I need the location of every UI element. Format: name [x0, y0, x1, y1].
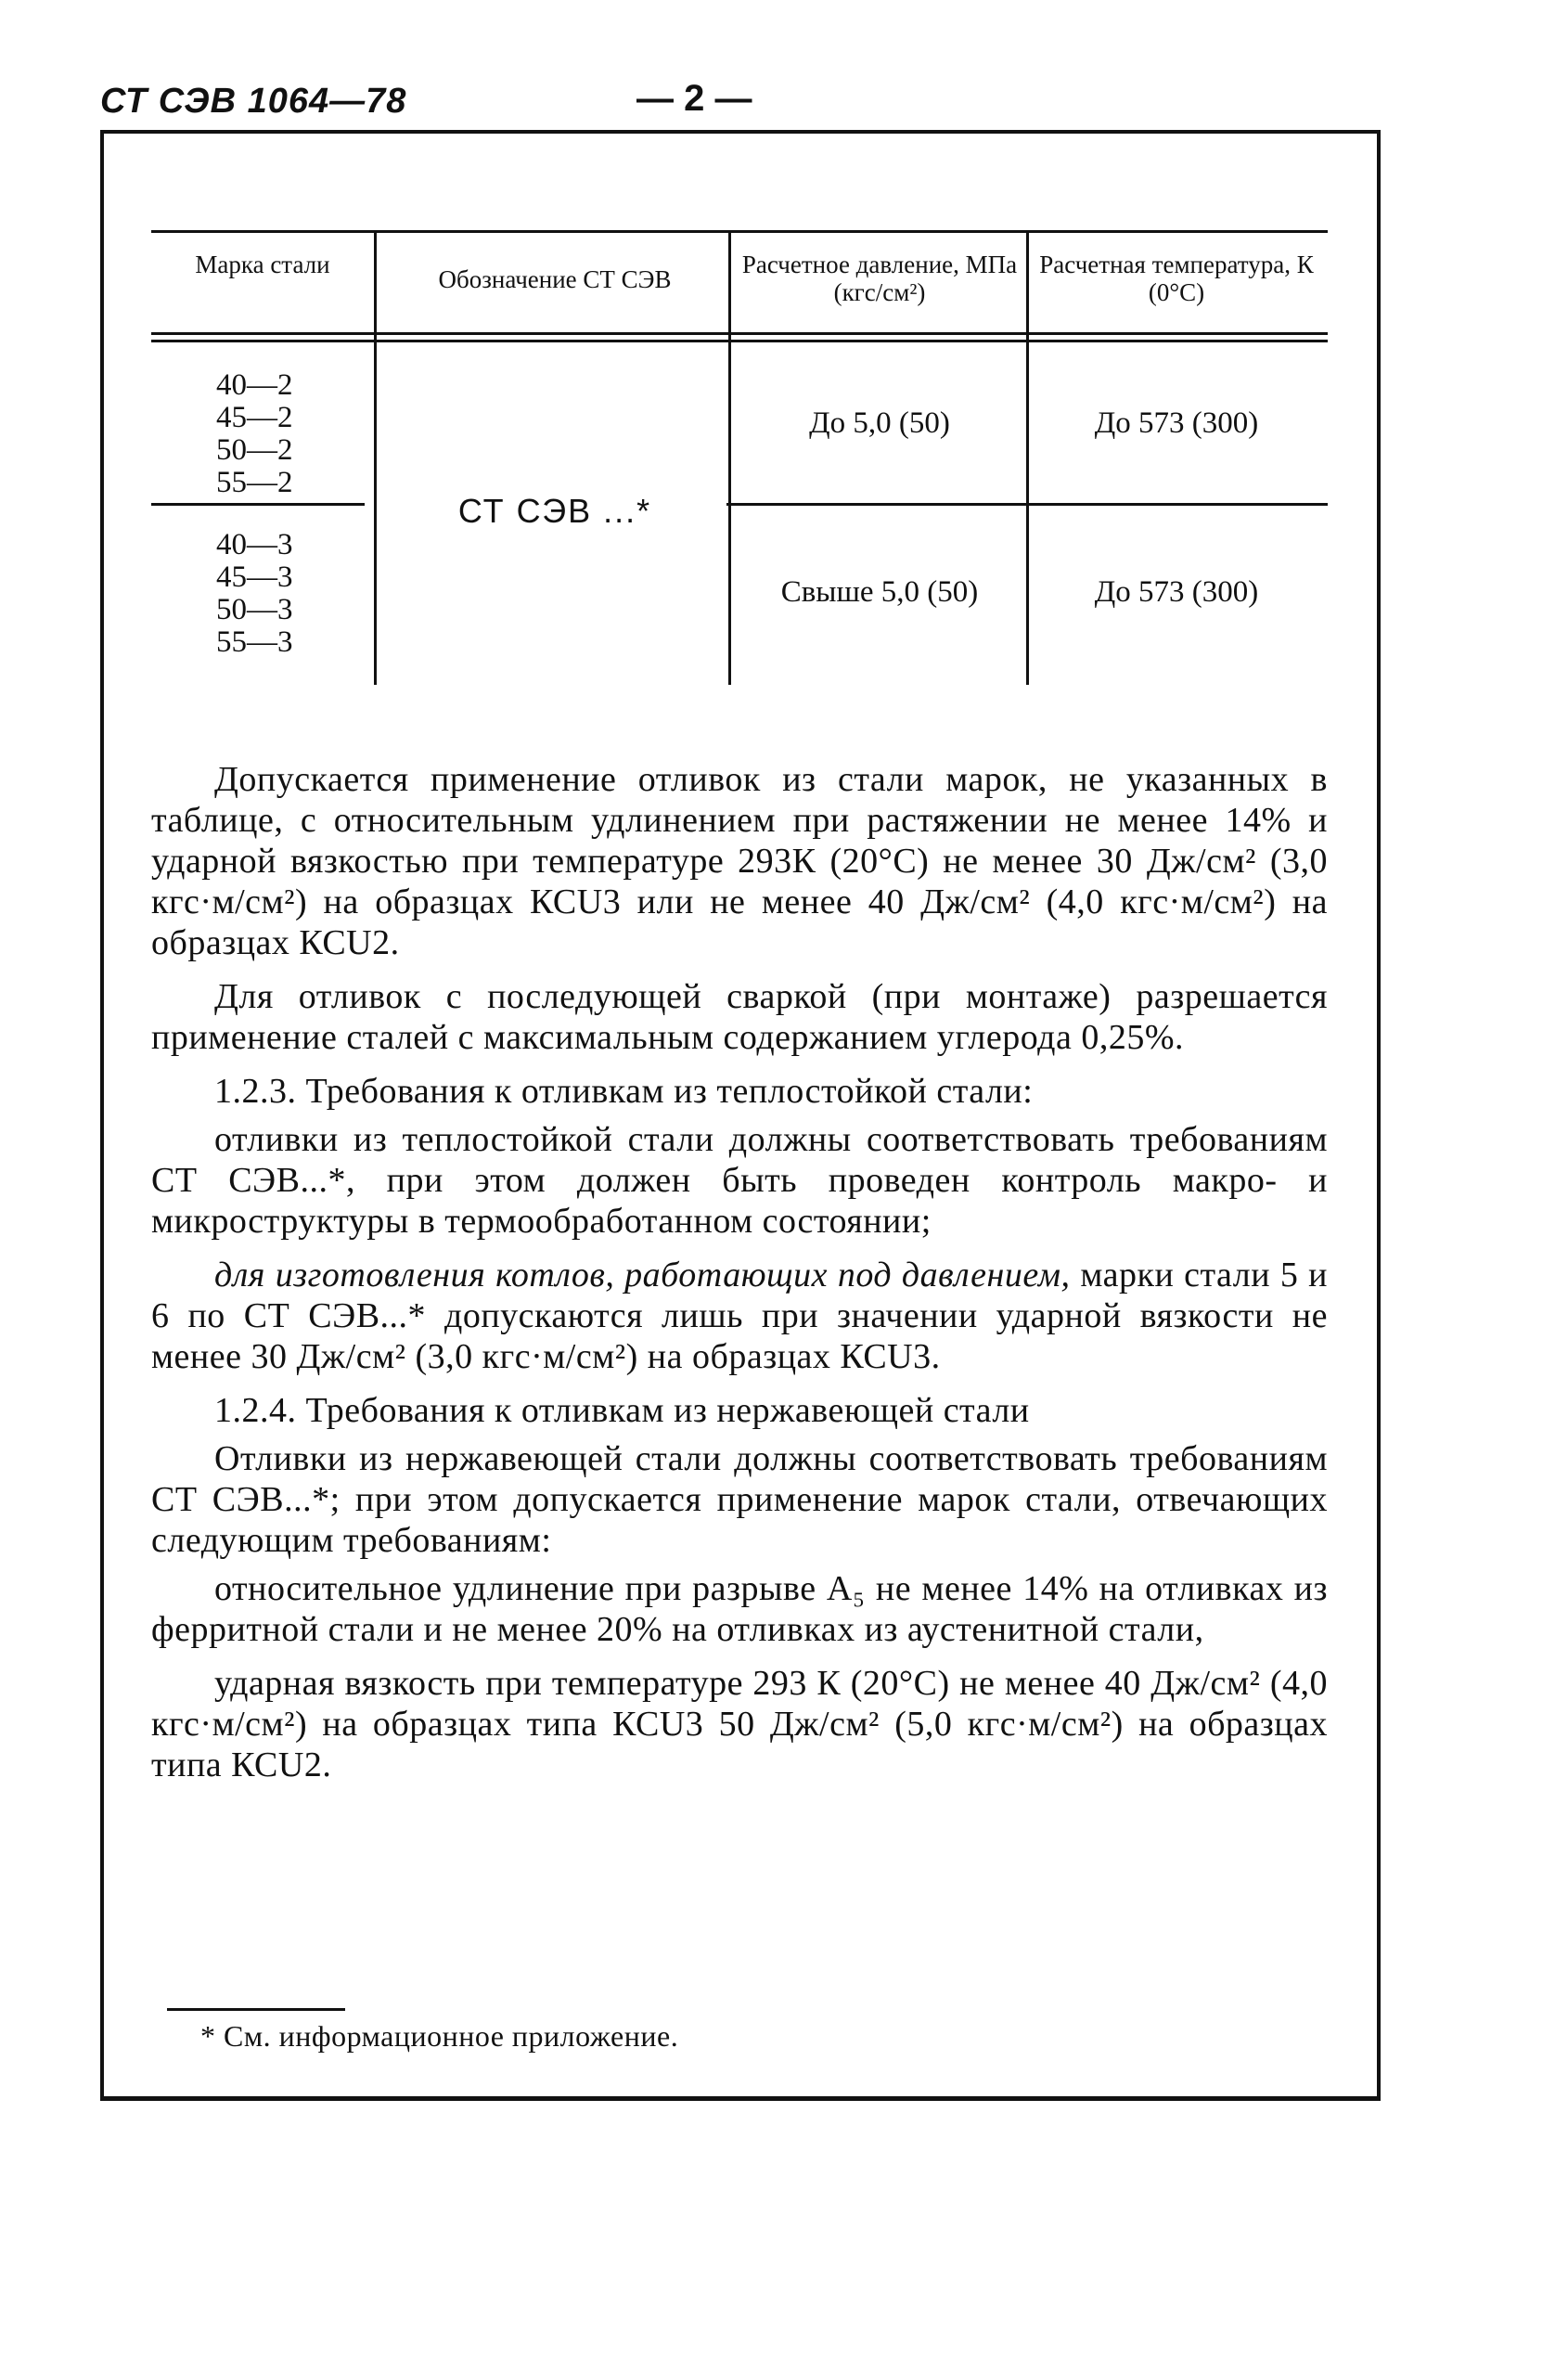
grade-cell: 40—3: [216, 528, 293, 561]
col-header-temperature: Расчетная температура, К (0°С): [1039, 251, 1314, 306]
grade-cell: 50—2: [216, 433, 293, 467]
paragraph: относительное удлинение при разрыве A₅ не менее 14% на отливках из ферритной стали и не менее 20% на отливках из аустенитной стали,: [151, 1569, 1328, 1649]
body-text: [151, 759, 1328, 1798]
group1-pressure: До 5,0 (50): [809, 406, 950, 440]
footnote: * См. информационное приложение.: [200, 2019, 679, 2053]
steel-grades-table: [151, 230, 1328, 685]
grade-cell: 55—3: [216, 625, 293, 659]
table-header-rule-1: [151, 332, 1328, 335]
paragraph: Отливки из нержавеющей стали должны соответствовать требованиям СТ СЭВ...*; при этом допускается применение марок стали, отвечающих следующим требованиям:: [151, 1439, 1328, 1560]
paragraph-rest: марки стали 5 и 6 по СТ СЭВ...* допускаются лишь при значении ударной вязкости не менее 30 Дж/см² (3,0 кгс·м/см²) на образцах КСU3.: [151, 1256, 1328, 1376]
col-divider-1: [374, 230, 377, 685]
designation-cell: СТ СЭВ ...*: [457, 492, 652, 530]
col-divider-3: [1026, 230, 1029, 685]
group2-grades: [216, 529, 293, 659]
group1-temperature: До 573 (300): [1094, 406, 1259, 440]
col-header-grade: Марка стали: [195, 251, 330, 278]
section-heading-1-2-3: 1.2.3. Требования к отливкам из теплостойкой стали:: [214, 1072, 1034, 1111]
grade-cell: 45—2: [216, 401, 293, 434]
grade-cell: 40—2: [216, 368, 293, 402]
footnote-rule: [167, 2008, 345, 2011]
paragraph: Для отливок с последующей сваркой (при монтаже) разрешается применение сталей с максимальным содержанием углерода 0,25%.: [151, 977, 1328, 1057]
col-divider-2: [728, 230, 731, 685]
paragraph: ударная вязкость при температуре 293 К (20°С) не менее 40 Дж/см² (4,0 кгс·м/см²) на образцах типа КСU3 50 Дж/см² (5,0 кгс·м/см²) на образцах типа КСU2.: [151, 1664, 1328, 1784]
paragraph: [151, 1255, 1328, 1377]
col-header-pressure: Расчетное давление, МПа (кгс/см²): [741, 251, 1018, 306]
group2-temperature: До 573 (300): [1094, 575, 1259, 609]
table-header-rule-2: [151, 340, 1328, 342]
header-doc-id: СТ СЭВ 1064—78: [100, 82, 407, 121]
grade-cell: 55—2: [216, 466, 293, 499]
group1-grades: [216, 369, 293, 499]
group-separator-left: [151, 503, 365, 506]
page-number: — 2 —: [636, 78, 752, 119]
grade-cell: 50—3: [216, 593, 293, 626]
paragraph: Допускается применение отливок из стали марок, не указанных в таблице, с относительным удлинением при растяжении не менее 14% и ударной вязкостью при температуре 293К (20°С) не менее 30 Дж/см² (3,0 кгс·м/см²) на образцах КСU3 или не менее 40 Дж/см² (4,0 кгс·м/см²) на образцах КСU2.: [151, 760, 1328, 962]
grade-cell: 45—3: [216, 560, 293, 594]
section-heading-1-2-4: 1.2.4. Требования к отливкам из нержавеющей стали: [214, 1391, 1030, 1430]
table-top-rule: [151, 230, 1328, 233]
paragraph: отливки из теплостойкой стали должны соответствовать требованиям СТ СЭВ...*, при этом должен быть проведен контроль макро- и микроструктуры в термообработанном состоянии;: [151, 1120, 1328, 1241]
italic-lead-text: для изготовления котлов, работающих под давлением,: [214, 1256, 1071, 1294]
group2-pressure: Свыше 5,0 (50): [780, 575, 979, 609]
col-header-designation: Обозначение СТ СЭВ: [438, 265, 672, 293]
